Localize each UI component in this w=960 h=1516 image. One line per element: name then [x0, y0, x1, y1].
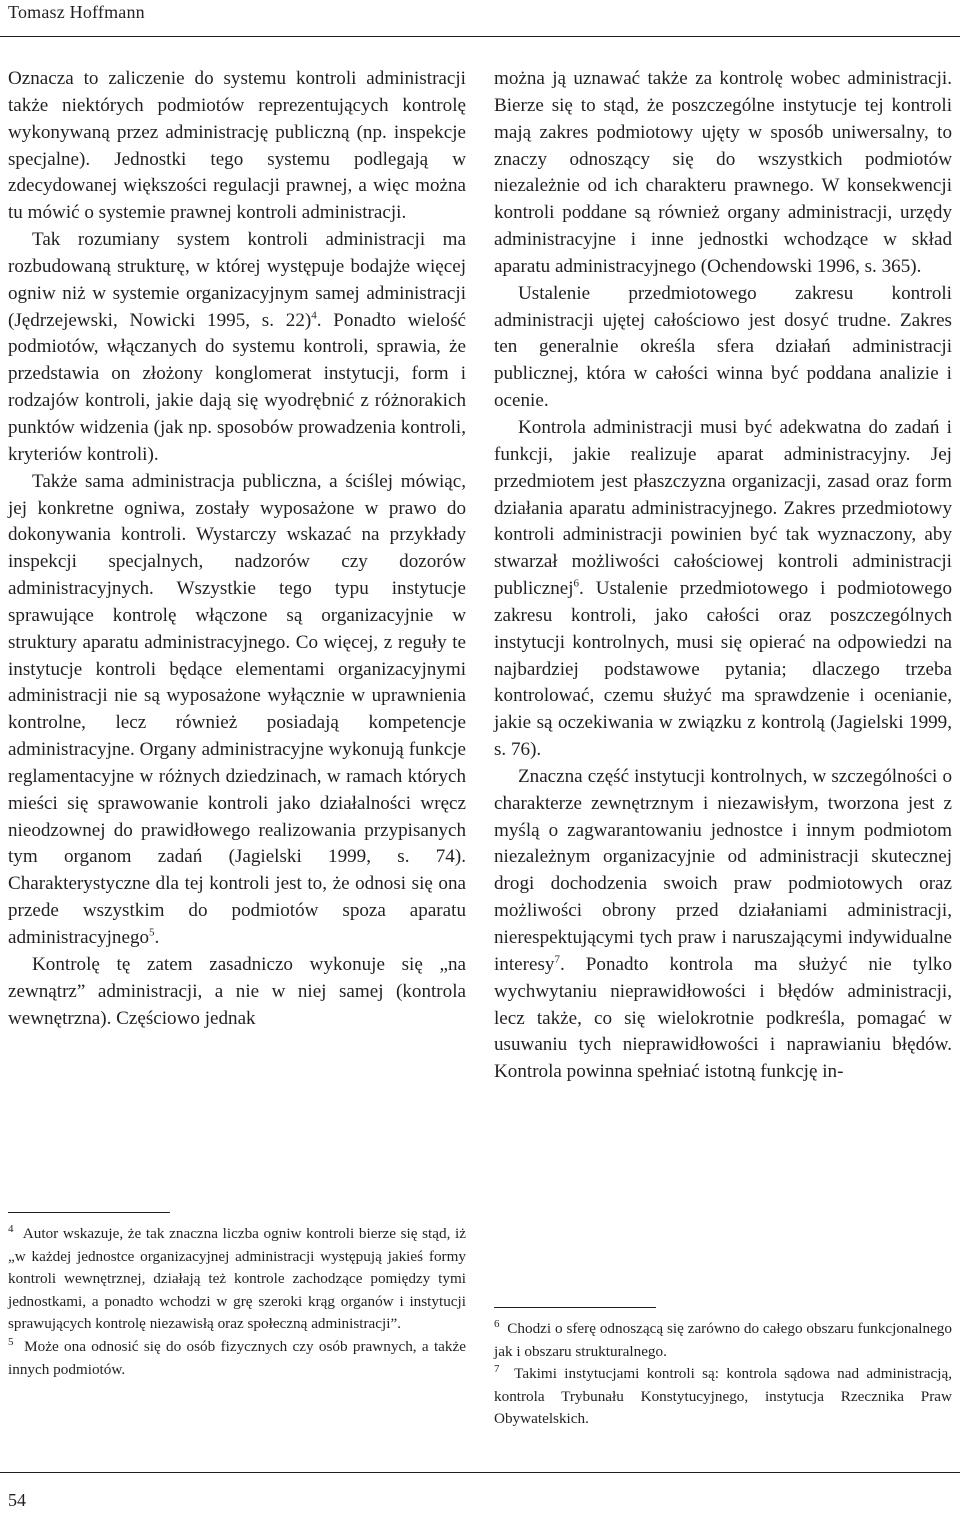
paragraph-text: . Ponadto kontrola ma służyć nie tylko wychwytaniu nieprawidłowości i błędów administracji, lecz także, co się wielokrotnie podkreśla, pomagać w usuwaniu tych nieprawidłowości i naprawianiu błędów. Kontrola powinna spełniać istotną funkcję in-: [494, 953, 952, 1083]
paragraph-text: Tak rozumiany system kontroli administracji ma rozbudowaną strukturę, w której występuje bodajże więcej ogniw niż w systemie organizacyjnym samej administracji (Jędrzejewski, Nowicki 1995, s. 22): [8, 229, 466, 331]
header-rule: [0, 36, 960, 37]
right-footnotes: [494, 1307, 952, 1431]
footnote: [8, 1223, 466, 1336]
paragraph-text: Kontrola administracji musi być adekwatna do zadań i funkcji, jakie realizuje aparat administracyjny. Jej przedmiotem jest płaszczyzna organizacji, zasad oraz form działania aparatu administracyjnego. Zakres przedmiotowy kontroli administracji powinien być tak wyznaczony, aby stwarzał możliwości całościowej kontroli administracji publicznej: [494, 416, 952, 600]
footnote: [494, 1318, 952, 1363]
paragraph-text: .: [154, 927, 160, 948]
paragraph: [8, 469, 466, 952]
footnote-text: Może ona odnosić się do osób fizycznych czy osób prawnych, a także innych podmiotów.: [8, 1337, 467, 1378]
footnote-rule: [494, 1307, 656, 1308]
page-number: 54: [8, 1490, 26, 1510]
paragraph: można ją uznawać także za kontrolę wobec administracji. Bierze się to stąd, że poszczególne instytucje tej kontroli mają zakres podmiotowy ujęty w sposób uniwersalny, to znaczy odnoszący się do wszystkich podmiotów niezależnie od ich charakteru prawnego. W konsekwencji kontroli poddane są również organy administracji, urzędy administracyjne i inne jednostki wchodzące w skład aparatu administracyjnego (Ochendowski 1996, s. 365).: [494, 68, 952, 277]
paragraph-text: Także sama administracja publiczna, a ściślej mówiąc, jej konkretne ogniwa, zostały wyposażone w prawo do dokonywania kontroli. Wystarczy wskazać na przykłady inspekcji specjalnych, nadzorów czy dozorów administracyjnych. Wszystkie tego typu instytucje sprawujące kontrolę włączone są organizacyjnie w struktury aparatu administracyjnego. Co więcej, z reguły te instytucje kontroli będące elementami organizacyjnymi administracji nie są wyposażone wyłącznie w uprawnienia kontrolne, lecz również posiadają kompetencje administracyjne. Organy administracyjne wykonują funkcje reglamentacyjne w różnych dziedzinach, w ramach których mieści się sprawowanie kontroli jako działalności wręcz nieodzownej do prawidłowego realizowania przypisanych tym organom zadań (Jagielski 1999, s. 74). Charakterystyczne dla tej kontroli jest to, że odnosi się ona przede wszystkim do podmiotów spoza aparatu administracyjnego: [8, 470, 466, 948]
footer-rule: [0, 1472, 960, 1473]
footnote-number: 4: [8, 1222, 14, 1235]
footnote-ref[interactable]: 4: [311, 309, 317, 322]
footnote-number: 5: [8, 1335, 14, 1348]
footnote-ref[interactable]: 5: [149, 926, 155, 939]
paragraph: [494, 415, 952, 764]
paragraph-text: Znaczna część instytucji kontrolnych, w szczególności o charakterze zewnętrznym i niezawisłym, tworzona jest z myślą o zagwarantowaniu jednostce i innym podmiotom niezależnym organizacyjnie od administracji skutecznej drogi dochodzenia swoich praw podmiotowych oraz możliwości obrony przed działaniami administracji, nierespektującymi tych praw i naruszającymi indywidualne interesy: [494, 765, 952, 975]
right-column: [494, 66, 952, 1086]
left-column: [8, 66, 466, 1032]
paragraph: Ustalenie przedmiotowego zakresu kontroli administracji ujętej całościowo jest dosyć trudne. Zakres ten generalnie określa sfera działań administracji publicznej, która w całości winna być poddana analizie i ocenie.: [494, 282, 952, 412]
footnote-text: Takimi instytucjami kontroli są: kontrola sądowa nad administracją, kontrola Trybunału Konstytucyjnego, instytucja Rzecznika Praw Obywatelskich.: [494, 1365, 952, 1428]
footnote-ref[interactable]: 7: [554, 953, 560, 966]
footnote-number: 6: [494, 1317, 500, 1330]
paragraph-text: . Ponadto wielość podmiotów, włączanych do systemu kontroli, sprawia, że przedstawia on złożony konglomerat instytucji, form i rodzajów kontroli, jakie dają się wyodrębnić z różnorakich punktów widzenia (jak np. sposobów prowadzenia kontroli, kryteriów kontroli).: [8, 309, 466, 465]
footnote-text: Autor wskazuje, że tak znaczna liczba ogniw kontroli bierze się stąd, iż „w każdej jednostce organizacyjnej administracji występują jakieś formy kontroli wewnętrznej, działają też kontrole zachodzące pomiędzy tymi jednostkami, a ponadto wchodzi w grę szeroki krąg organów i instytucji sprawujących kontrolę niezawisłą oraz społeczną administracji”.: [8, 1225, 466, 1333]
footnote: [494, 1363, 952, 1431]
left-footnotes: [8, 1212, 466, 1381]
running-head: Tomasz Hoffmann: [8, 2, 145, 22]
footnote-text: Chodzi o sferę odnoszącą się zarówno do całego obszaru funkcjonalnego jak i obszaru strukturalnego.: [494, 1320, 952, 1360]
footnote-number: 7: [494, 1363, 500, 1376]
paragraph-text: . Ustalenie przedmiotowego i podmiotowego zakresu kontroli, jako całości oraz poszczególnych instytucji kontrolnych, musi się opierać na odpowiedzi na najbardziej podstawowe pytania; dlaczego trzeba kontrolować, czemu służyć ma sprawdzenie i ocenianie, jakie są oczekiwania w związku z kontrolą (Jagielski 1999, s. 76).: [494, 578, 952, 761]
footnote: [8, 1336, 466, 1381]
paragraph: Oznacza to zaliczenie do systemu kontroli administracji także niektórych podmiotów reprezentujących kontrolę wykonywaną przez administrację publiczną (np. inspekcje specjalne). Jednostki tego systemu podlegają w zdecydowanej większości regulacji prawnej, a więc można tu mówić o systemie prawnej kontroli administracji.: [8, 68, 466, 224]
footnote-rule: [8, 1212, 170, 1213]
footnote-ref[interactable]: 6: [573, 577, 580, 590]
paragraph: Kontrolę tę zatem zasadniczo wykonuje się „na zewnątrz” administracji, a nie w niej samej (kontrola wewnętrzna). Częściowo jednak: [8, 953, 466, 1029]
paragraph: [8, 227, 466, 469]
paragraph: [494, 764, 952, 1086]
